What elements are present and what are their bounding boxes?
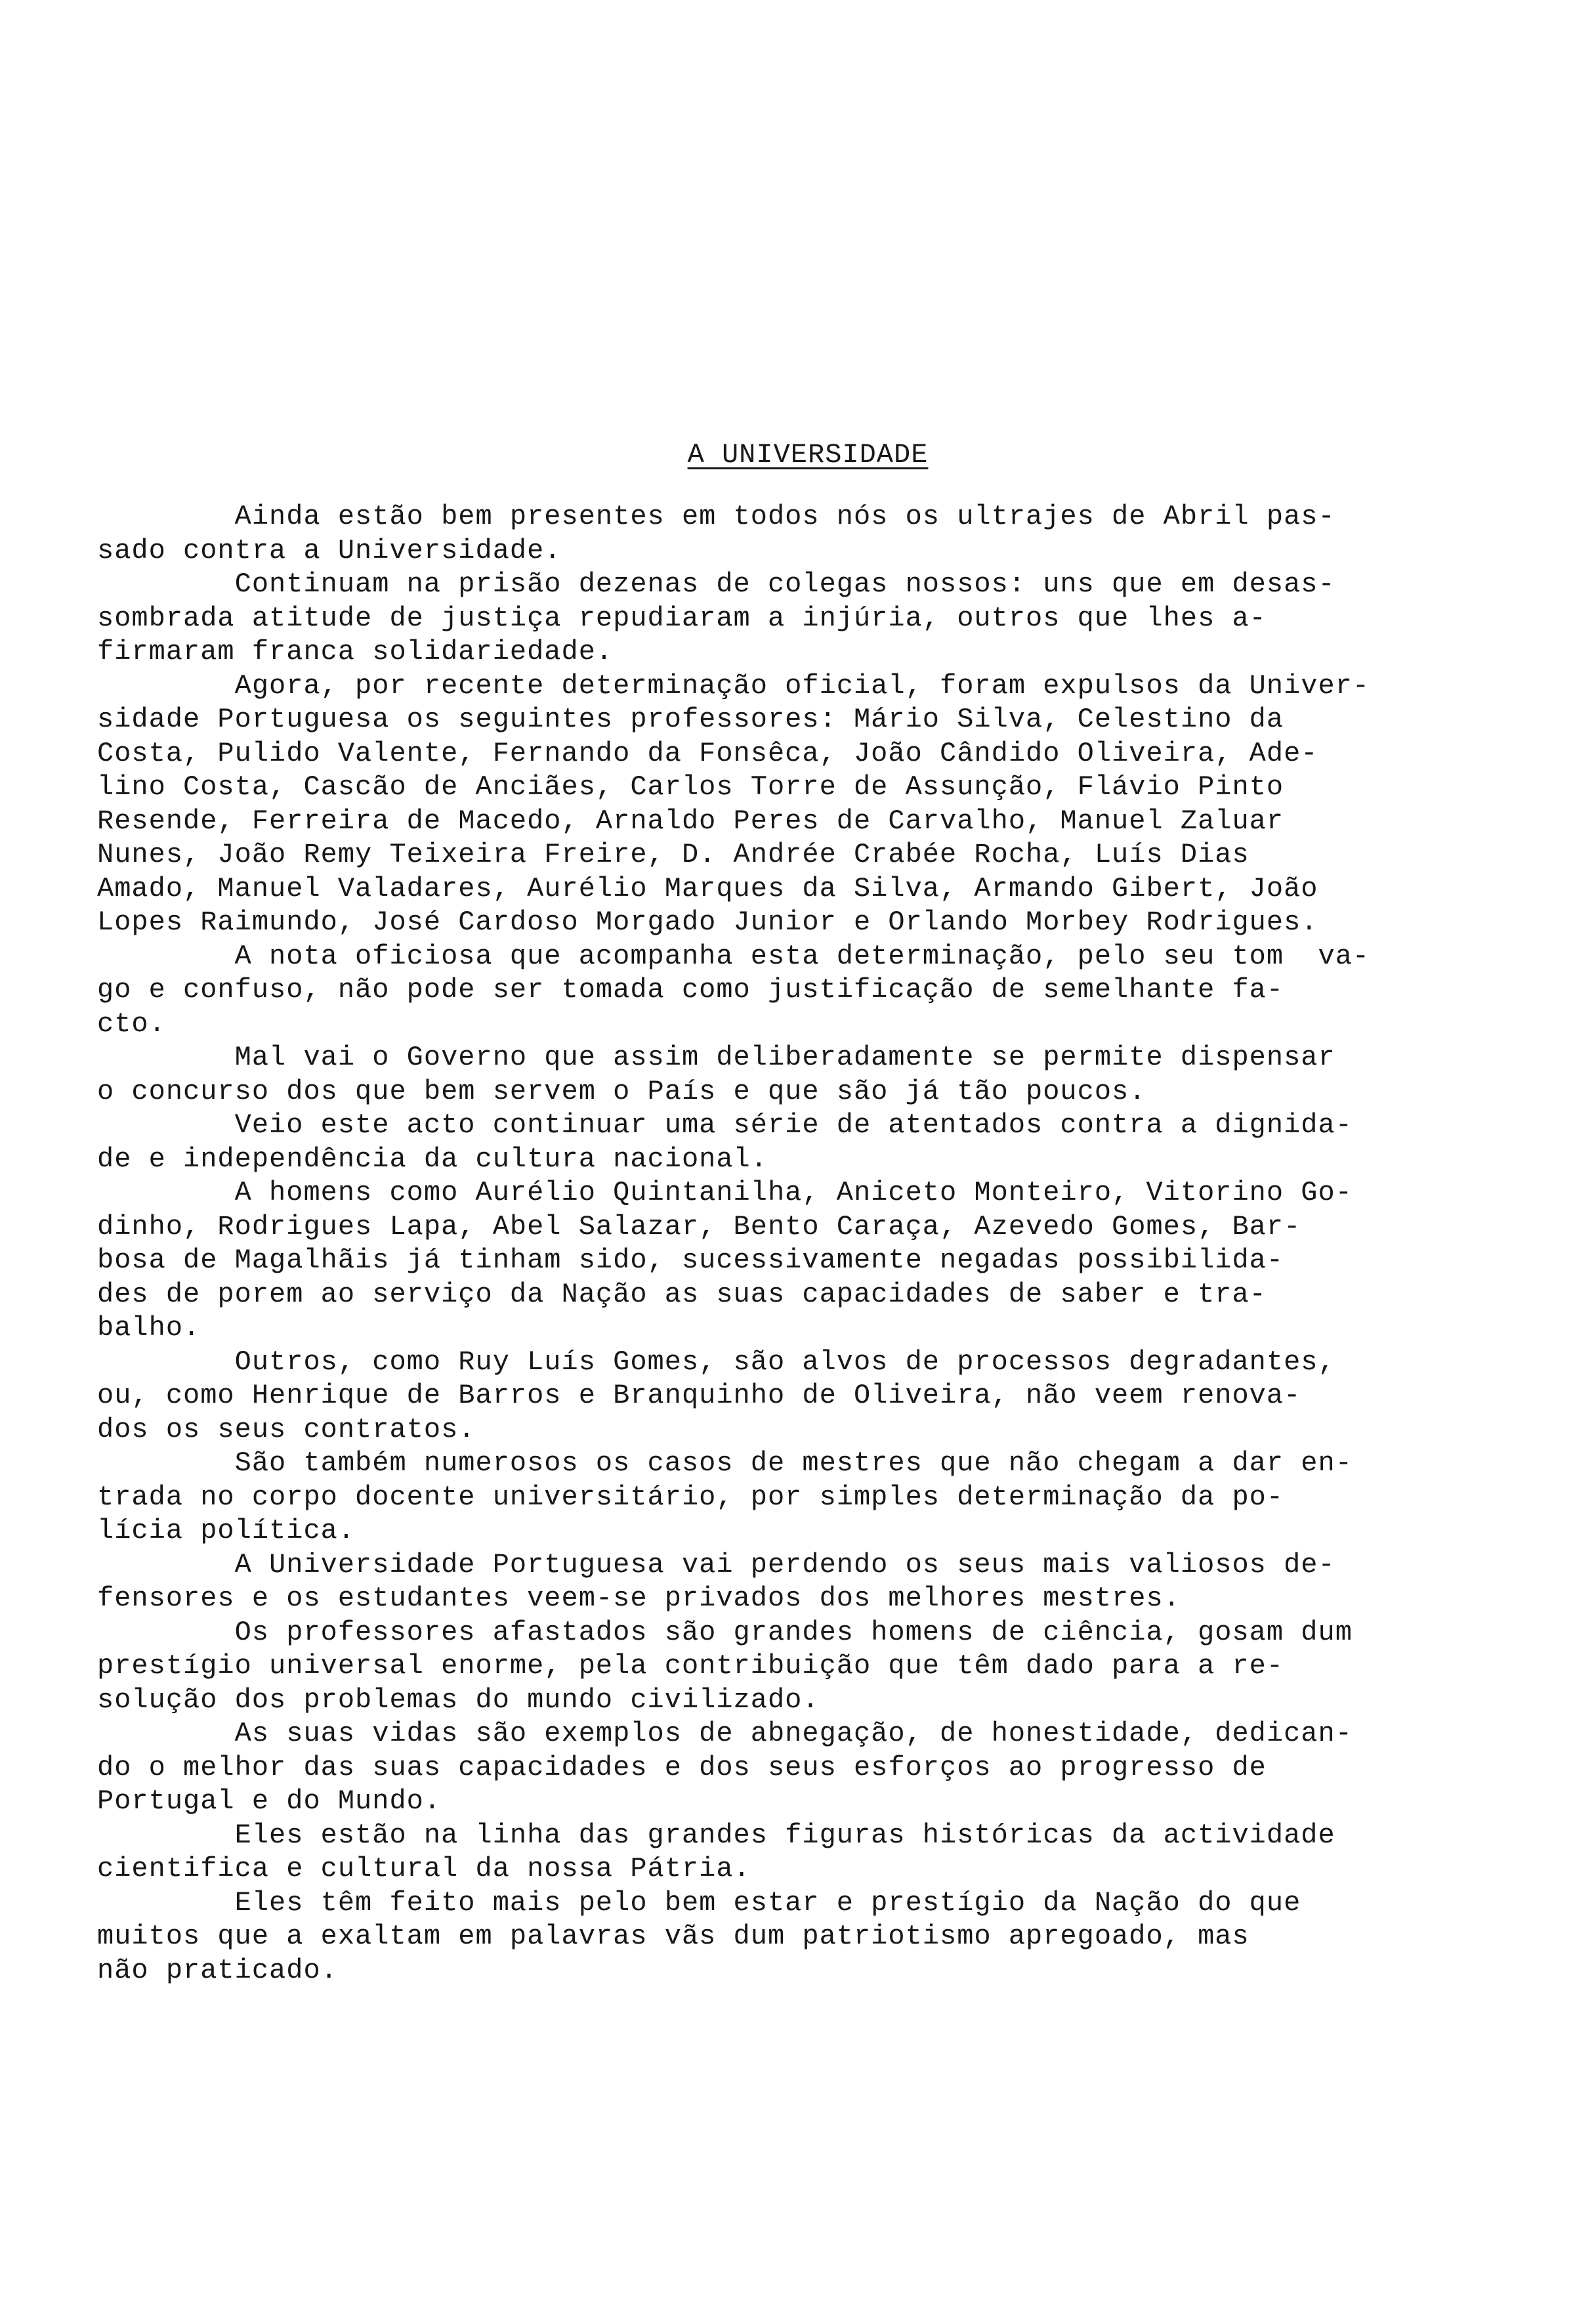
text-line: firmaram franca solidariedade. [97, 636, 614, 668]
text-line: A Universidade Portuguesa vai perdendo os seus mais valiosos de- [97, 1548, 1335, 1581]
text-line: A homens como Aurélio Quintanilha, Aniceto Monteiro, Vitorino Go- [97, 1177, 1353, 1208]
document-body [97, 500, 1515, 1988]
text-line: Eles têm feito mais pelo bem estar e prestígio da Nação do que [97, 1886, 1301, 1919]
text-line: do o melhor das suas capacidades e dos seus esforços ao progresso de [97, 1751, 1267, 1783]
text-line: dinho, Rodrigues Lapa, Abel Salazar, Bento Caraça, Azevedo Gomes, Bar- [97, 1210, 1301, 1243]
text-line: cto. [97, 1008, 166, 1040]
text-line: fensores e os estudantes veem-se privados dos melhores mestres. [97, 1583, 1181, 1614]
text-line: Os professores afastados são grandes homens de ciência, gosam dum [97, 1616, 1353, 1648]
text-line: Costa, Pulido Valente, Fernando da Fonsêca, João Cândido Oliveira, Ade- [97, 737, 1318, 769]
text-line: Amado, Manuel Valadares, Aurélio Marques da Silva, Armando Gibert, João [97, 872, 1318, 905]
text-line: des de porem ao serviço da Nação as suas capacidades de saber e tra- [97, 1278, 1267, 1310]
text-line: cientifica e cultural da nossa Pátria. [97, 1853, 751, 1885]
text-line: lícia política. [97, 1515, 356, 1546]
text-line: Lopes Raimundo, José Cardoso Morgado Junior e Orlando Morbey Rodrigues. [97, 906, 1318, 938]
text-line: Outros, como Ruy Luís Gomes, são alvos de processos degradantes, [97, 1346, 1335, 1378]
text-line: solução dos problemas do mundo civilizado. [97, 1684, 820, 1716]
text-line: Resende, Ferreira de Macedo, Arnaldo Peres de Carvalho, Manuel Zaluar [97, 805, 1284, 837]
text-line: go e confuso, não pode ser tomada como justificação de semelhante fa- [97, 974, 1284, 1006]
text-line: Nunes, João Remy Teixeira Freire, D. Andrée Crabée Rocha, Luís Dias [97, 839, 1250, 870]
text-line: Agora, por recente determinação oficial, foram expulsos da Univer- [97, 670, 1370, 702]
text-line: Continuam na prisão dezenas de colegas nossos: uns que em desas- [97, 568, 1335, 600]
text-line: Veio este acto continuar uma série de atentados contra a dignida- [97, 1109, 1353, 1141]
text-line: A nota oficiosa que acompanha esta determinação, pelo seu tom va- [97, 940, 1370, 972]
text-line: bosa de Magalhãis já tinham sido, sucessivamente negadas possibilida- [97, 1245, 1284, 1276]
text-line: não praticado. [97, 1954, 338, 1986]
text-line: de e independência da cultura nacional. [97, 1143, 768, 1175]
text-line: Portugal e do Mundo. [97, 1785, 442, 1817]
text-line: Mal vai o Governo que assim deliberadamente se permite dispensar [97, 1042, 1335, 1073]
document-title: A UNIVERSIDADE [687, 439, 929, 471]
text-line: As suas vidas são exemplos de abnegação, de honestidade, dedican- [97, 1718, 1353, 1749]
text-line: ou, como Henrique de Barros e Branquinho de Oliveira, não veem renova- [97, 1380, 1301, 1411]
text-line: sombrada atitude de justiça repudiaram a injúria, outros que lhes a- [97, 602, 1267, 634]
text-line: sidade Portuguesa os seguintes professores: Mário Silva, Celestino da [97, 704, 1284, 735]
text-line: São também numerosos os casos de mestres que não chegam a dar en- [97, 1447, 1353, 1479]
text-line: sado contra a Universidade. [97, 534, 562, 566]
text-line: prestígio universal enorme, pela contribuição que têm dado para a re- [97, 1650, 1284, 1682]
text-line: Ainda estão bem presentes em todos nós os ultrajes de Abril pas- [97, 501, 1335, 532]
text-line: lino Costa, Cascão de Anciães, Carlos Torre de Assunção, Flávio Pinto [97, 771, 1284, 803]
text-line: Eles estão na linha das grandes figuras históricas da actividade [97, 1819, 1335, 1851]
text-line: trada no corpo docente universitário, por simples determinação da po- [97, 1481, 1284, 1513]
text-line: o concurso dos que bem servem o País e que são já tão poucos. [97, 1075, 1146, 1107]
title-container [0, 438, 1596, 473]
text-line: muitos que a exaltam em palavras vãs dum patriotismo apregoado, mas [97, 1921, 1250, 1952]
text-line: balho. [97, 1312, 201, 1344]
text-line: dos os seus contratos. [97, 1413, 476, 1445]
